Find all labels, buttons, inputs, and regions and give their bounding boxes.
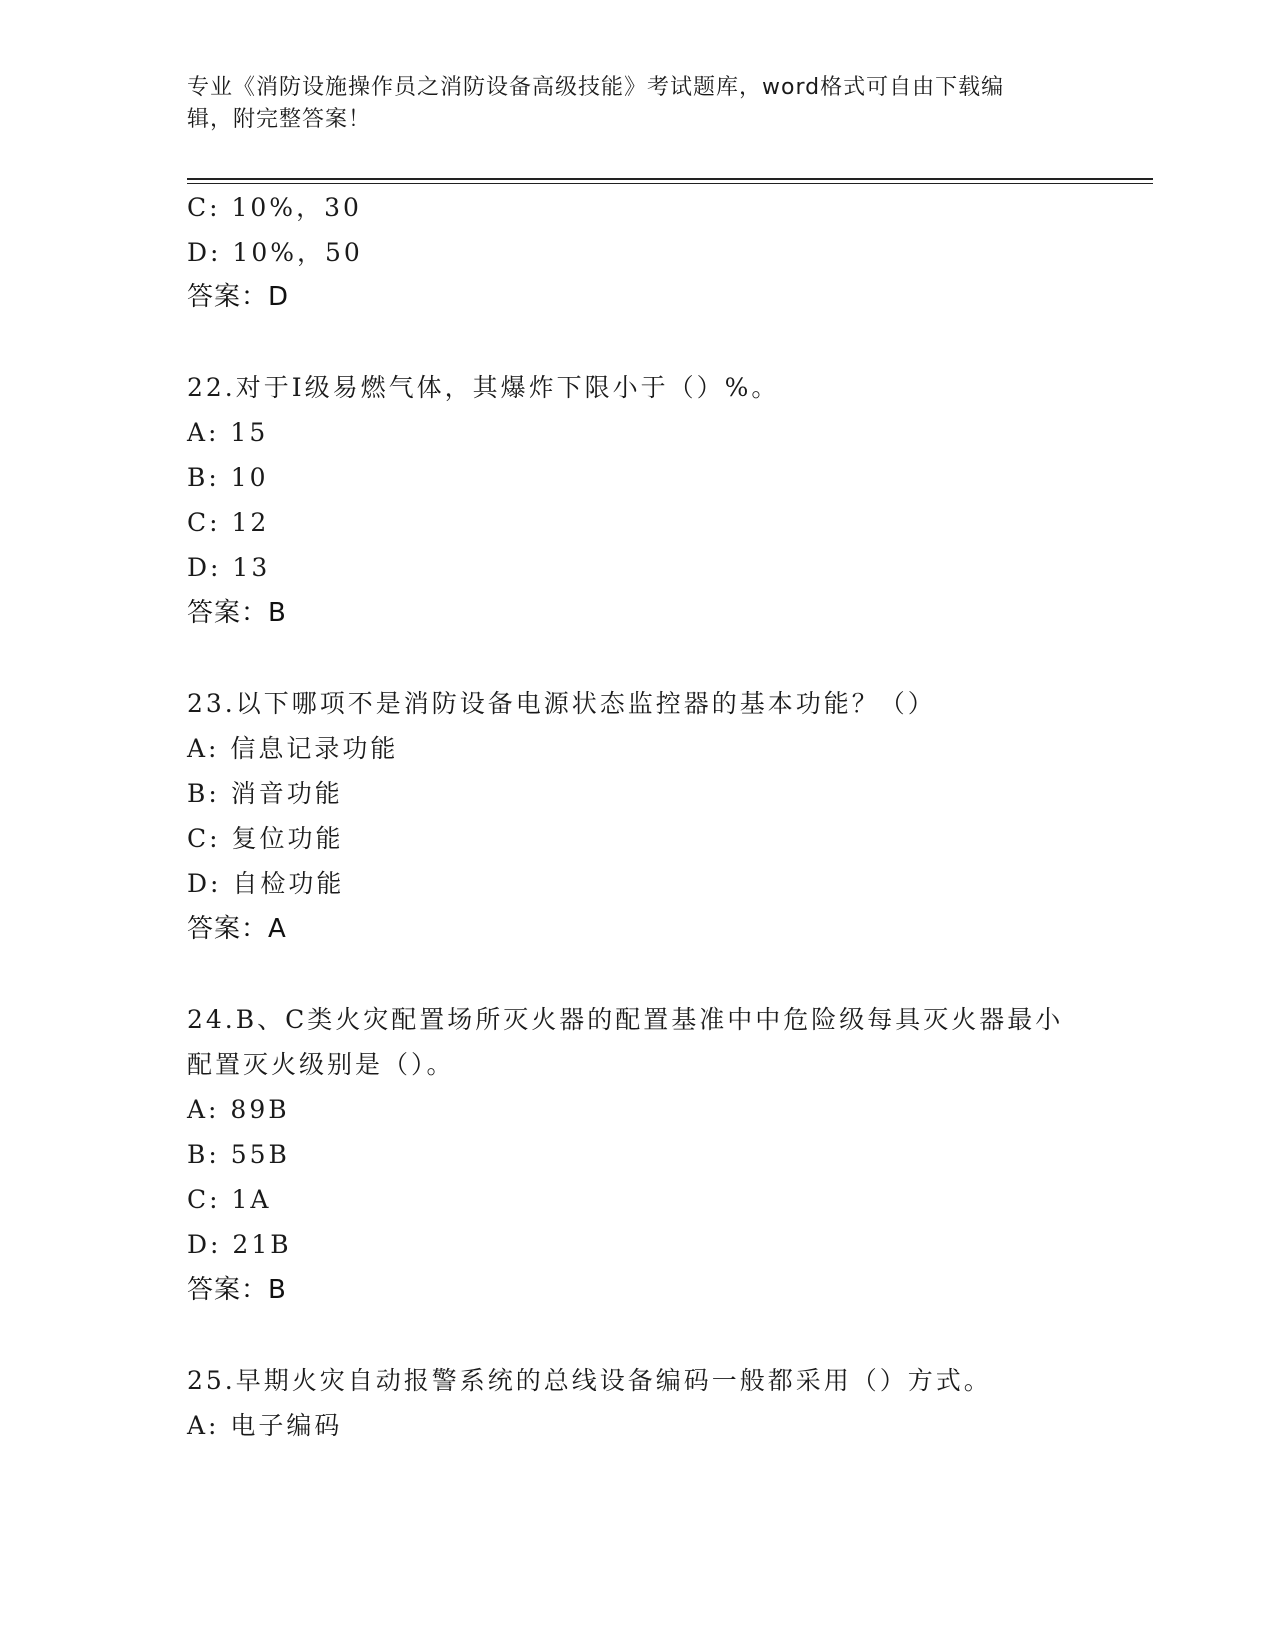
q23-option-b: B: 消音功能 [187, 779, 343, 808]
q24-option-c: C: 1A [187, 1185, 272, 1214]
q25-option-a: A: 电子编码 [187, 1411, 343, 1440]
header-line-1: 专业《消防设施操作员之消防设备高级技能》考试题库，word格式可自由下载编 [187, 75, 1005, 100]
q24-option-d: D: 21B [187, 1230, 292, 1259]
q24-answer: 答案：B [187, 1275, 287, 1305]
q22-option-d: D: 13 [187, 553, 271, 582]
document-header [187, 72, 1067, 136]
header-line-2: 辑，附完整答案！ [187, 107, 372, 132]
q21-option-c: C: 10%，30 [187, 193, 362, 222]
q22-question: 22.对于Ⅰ级易燃气体，其爆炸下限小于（）%。 [187, 373, 780, 402]
q22-option-b: B: 10 [187, 463, 269, 492]
q23-question: 23.以下哪项不是消防设备电源状态监控器的基本功能？（） [187, 689, 936, 718]
q23-option-c: C: 复位功能 [187, 824, 344, 853]
q22-answer: 答案：B [187, 598, 287, 628]
q22-option-a: A: 15 [187, 418, 269, 447]
q21-answer: 答案：D [187, 282, 290, 312]
q24-question-line-1: 24.B、C类火灾配置场所灭火器的配置基准中中危险级每具灭火器最小 [187, 1005, 1064, 1034]
q23-answer: 答案：A [187, 914, 287, 944]
q25-question: 25.早期火灾自动报警系统的总线设备编码一般都采用（）方式。 [187, 1366, 992, 1395]
q24-question-line-2: 配置灭火级别是（）。 [187, 1050, 455, 1079]
q24-option-b: B: 55B [187, 1140, 290, 1169]
header-divider-thin [187, 183, 1153, 184]
header-divider-thick [187, 178, 1153, 180]
q24-option-a: A: 89B [187, 1095, 290, 1124]
q23-option-a: A: 信息记录功能 [187, 734, 399, 763]
q23-option-d: D: 自检功能 [187, 869, 345, 898]
q22-option-c: C: 12 [187, 508, 270, 537]
q21-option-d: D: 10%，50 [187, 238, 363, 267]
